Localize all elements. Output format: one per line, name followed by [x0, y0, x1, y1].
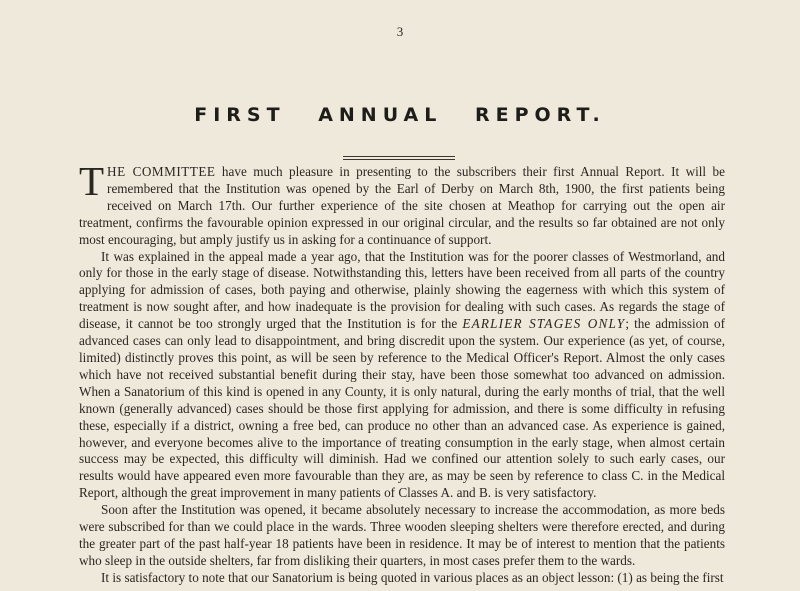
- paragraph-1-lead: HE COMMITTEE: [107, 164, 216, 179]
- paragraph-2-text-a: It was explained in the appeal made a year ago, that the Institution was for the poorer classes of Westmorland, and only for those in the early stage of disease. Notwithstanding this, letters have been received from all parts of the country applying for admission of cases, both paying and otherwise, plainly showing the eagerness with which this system of treatment is now sought after, and how inadequate is the provision for dealing with such cases. As regards the stage of disease, it cannot be too strongly urged that the Institution is for the: [79, 248, 725, 332]
- report-body: [79, 158, 725, 587]
- paragraph-1-text: have much pleasure in presenting to the subscribers their first Annual Report. It will be remembered that the Institution was opened by the Earl of Derby on March 8th, 1900, the first patients being received on March 17th. Our further experience of the site chosen at Meathop for carrying out the open air treatment, confirms the favourable opinion expressed in our original circular, and the results so far obtained are not only most encouraging, but amply justify us in asking for a continuance of support.: [79, 164, 725, 247]
- paragraph-2: [79, 249, 725, 503]
- title-divider: [343, 156, 455, 160]
- page-title: [0, 104, 800, 126]
- title-word-report: REPORT.: [474, 104, 606, 126]
- paragraph-3: Soon after the Institution was opened, it became absolutely necessary to increase the accommodation, as more beds were subscribed for than we could place in the wards. Three wooden sleeping shelters were therefore erected, and during the greater part of the past half-year 18 patients have been in residence. It may be of interest to mention that the patients who sleep in the outside shelters, far from disliking their quarters, in most cases prefer them to the wards.: [79, 502, 725, 568]
- paragraph-1: [79, 158, 725, 249]
- paragraph-4: It is satisfactory to note that our Sanatorium is being quoted in various places as an object lesson: (1) as being the first: [101, 569, 724, 585]
- page-number: 3: [396, 24, 404, 39]
- drop-cap: T: [79, 158, 105, 204]
- emphasis-earlier-stages: EARLIER STAGES ONLY: [462, 316, 626, 332]
- paragraph-2-text-b: ; the admission of advanced cases can only lead to disappointment, and bring discredit upon the system. Our experience (as yet, of course, limited) distinctly proves this point, as will be seen by reference to the Medical Officer's Report. Almost the only cases which have not received substantial benefit during their stay, have been those somewhat too advanced on admission. When a Sanatorium of this kind is opened in any County, it is only natural, during the early months of trial, that the well known (generally advanced) cases should be those first applying for admission, and there is some difficulty in refusing these, especially if a district, owning a free bed, can produce no other than an advanced case. As experience is gained, however, and everyone becomes alive to the importance of treating consumption in the early stage, when almost certain success may be expected, this difficulty will diminish. Had we confined our attention solely to such early cases, our results would have appeared even more favourable than they are, as may be seen by reference to class C. in the Medical Report, although the great improvement in many patients of Classes A. and B. is very satisfactory.: [79, 316, 725, 501]
- title-word-first: FIRST: [194, 104, 286, 126]
- title-word-annual: ANNUAL: [318, 104, 443, 126]
